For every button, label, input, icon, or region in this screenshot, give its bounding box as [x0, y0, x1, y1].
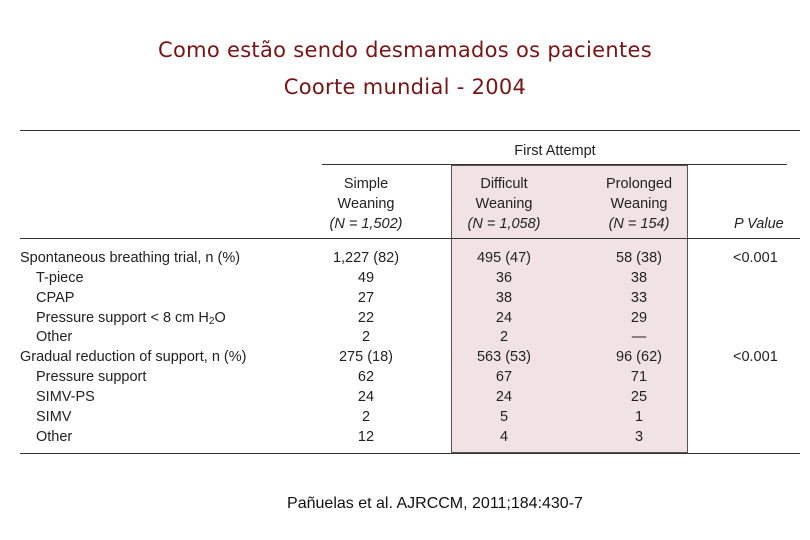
cell-prolonged: 3 [634, 429, 644, 445]
col-prolonged-line1: Prolonged [605, 176, 673, 192]
row-label: Gradual reduction of support, n (%) [20, 349, 247, 365]
cell-prolonged: 96 (62) [616, 349, 662, 365]
cell-difficult: 563 (53) [476, 349, 532, 365]
slide-subtitle: Coorte mundial - 2004 [283, 75, 527, 99]
cell-simple: 22 [357, 310, 375, 326]
cell-prolonged: 71 [630, 369, 648, 385]
cell-difficult: 24 [495, 389, 513, 405]
cell-simple: 12 [357, 429, 375, 445]
cell-simple: 1,227 (82) [332, 250, 400, 266]
row-label: Other [36, 329, 73, 345]
cell-difficult: 24 [495, 310, 513, 326]
row-label: Pressure support < 8 cm $H_2O$ [36, 310, 226, 327]
group-header-rule [322, 164, 787, 165]
row-label: Spontaneous breathing trial, n (%) [20, 250, 241, 266]
row-label: Other [36, 429, 73, 445]
col-simple-line1: Simple [343, 176, 389, 192]
col-simple-line2: Weaning [337, 196, 395, 212]
table-bottom-rule [20, 453, 800, 454]
row-label: SIMV [36, 409, 72, 425]
cell-prolonged: 58 (38) [616, 250, 662, 266]
cell-prolonged: 38 [630, 270, 648, 286]
col-prolonged-line2: Weaning [610, 196, 668, 212]
cell-difficult: 38 [495, 290, 513, 306]
header-rule [20, 238, 800, 239]
cell-pvalue: <0.001 [733, 250, 778, 266]
table-top-rule [20, 130, 800, 131]
col-pvalue: P Value [734, 216, 784, 232]
slide-title: Como estão sendo desmamados os pacientes [157, 38, 652, 62]
cell-prolonged: 25 [630, 389, 648, 405]
cell-difficult: 2 [499, 329, 509, 345]
cell-difficult: 67 [495, 369, 513, 385]
cell-simple: 49 [357, 270, 375, 286]
cell-pvalue: <0.001 [733, 349, 778, 365]
col-prolonged-n: (N = 154) [608, 216, 670, 232]
cell-difficult: 495 (47) [476, 250, 532, 266]
row-label: SIMV-PS [36, 389, 95, 405]
row-label: Pressure support [36, 369, 147, 385]
col-difficult-line2: Weaning [475, 196, 533, 212]
citation: Pañuelas et al. AJRCCM, 2011;184:430-7 [287, 495, 583, 512]
cell-simple: 24 [357, 389, 375, 405]
row-label: CPAP [36, 290, 75, 306]
col-difficult-n: (N = 1,058) [467, 216, 541, 232]
cell-prolonged: 1 [634, 409, 644, 425]
cell-simple: 2 [361, 409, 371, 425]
cell-simple: 2 [361, 329, 371, 345]
col-difficult-line1: Difficult [480, 176, 528, 192]
cell-simple: 27 [357, 290, 375, 306]
col-simple-n: (N = 1,502) [329, 216, 403, 232]
cell-difficult: 4 [499, 429, 509, 445]
cell-simple: 275 (18) [338, 349, 394, 365]
cell-simple: 62 [357, 369, 375, 385]
cell-prolonged: 33 [630, 290, 648, 306]
cell-prolonged: — [631, 329, 647, 345]
cell-difficult: 36 [495, 270, 513, 286]
group-header: First Attempt [514, 143, 596, 159]
row-label: T-piece [36, 270, 84, 286]
cell-prolonged: 29 [630, 310, 648, 326]
cell-difficult: 5 [499, 409, 509, 425]
